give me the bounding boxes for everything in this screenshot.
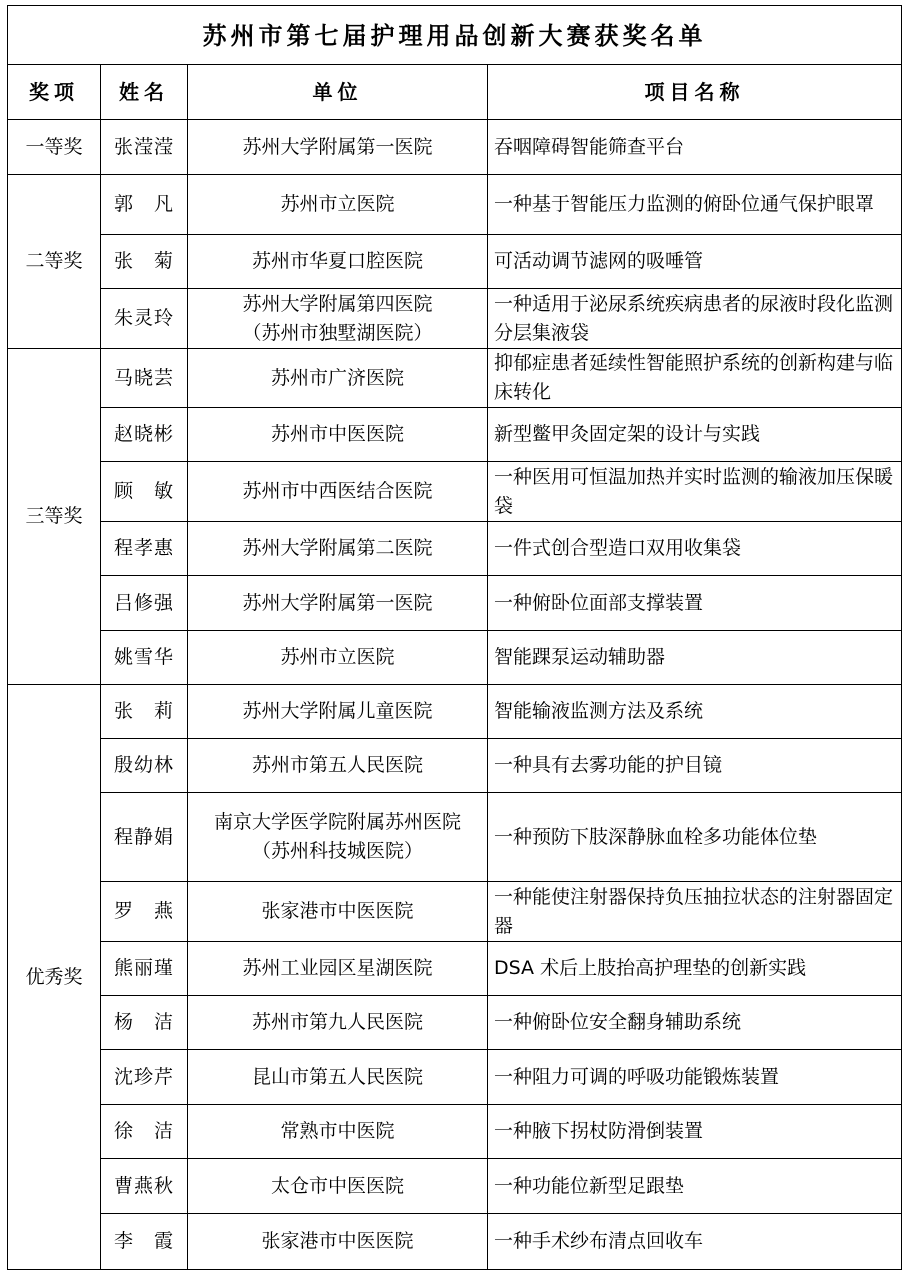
unit-cell <box>188 1214 488 1270</box>
project-name-cell: 智能输液监测方法及系统 <box>488 685 902 739</box>
unit-cell <box>188 175 488 235</box>
winner-name-cell: 李 霞 <box>101 1214 188 1270</box>
table-row <box>8 793 902 882</box>
project-name-cell: 一种适用于泌尿系统疾病患者的尿液时段化监测分层集液袋 <box>488 289 902 349</box>
project-name-cell: 一种能使注射器保持负压抽拉状态的注射器固定器 <box>488 882 902 942</box>
project-name-cell: 吞咽障碍智能筛查平台 <box>488 120 902 175</box>
unit-cell <box>188 462 488 522</box>
table-row <box>8 522 902 576</box>
project-name-cell: 一件式创合型造口双用收集袋 <box>488 522 902 576</box>
project-name-cell: 可活动调节滤网的吸唾管 <box>488 235 902 289</box>
unit-cell <box>188 739 488 793</box>
unit-line: 苏州市中医医院 <box>270 423 404 445</box>
winner-name-cell: 顾 敏 <box>101 462 188 522</box>
winner-name-cell: 赵晓彬 <box>101 408 188 462</box>
document-title: 苏州市第七届护理用品创新大赛获奖名单 <box>8 6 902 65</box>
header-unit: 单位 <box>188 65 488 120</box>
award-level-cell: 一等奖 <box>8 120 101 175</box>
winner-name-cell: 郭 凡 <box>101 175 188 235</box>
header-name: 姓名 <box>101 65 188 120</box>
unit-line: 苏州大学附属第四医院 <box>242 292 433 315</box>
project-name-cell: 一种功能位新型足跟垫 <box>488 1159 902 1214</box>
project-name-cell: 一种俯卧位面部支撑装置 <box>488 576 902 631</box>
winner-name-cell: 曹燕秋 <box>101 1159 188 1214</box>
table-row <box>8 1159 902 1214</box>
table-row <box>8 996 902 1050</box>
award-level-cell: 优秀奖 <box>8 685 101 1270</box>
table-row <box>8 175 902 235</box>
winner-name-cell: 程静娟 <box>101 793 188 882</box>
unit-line: 苏州市第五人民医院 <box>251 754 423 776</box>
unit-line: 常熟市中医院 <box>280 1120 395 1142</box>
project-name-cell: 新型鳖甲灸固定架的设计与实践 <box>488 408 902 462</box>
unit-cell <box>188 996 488 1050</box>
winner-name-cell: 张 菊 <box>101 235 188 289</box>
winner-name-cell: 罗 燕 <box>101 882 188 942</box>
table-row <box>8 942 902 996</box>
award-table <box>7 5 902 1270</box>
unit-cell <box>188 631 488 685</box>
winner-name-cell: 朱灵玲 <box>101 289 188 349</box>
project-name-cell: DSA 术后上肢抬高护理垫的创新实践 <box>488 942 902 996</box>
unit-cell <box>188 685 488 739</box>
unit-line: 苏州市第九人民医院 <box>251 1011 423 1033</box>
unit-cell <box>188 289 488 349</box>
winner-name-cell: 张 莉 <box>101 685 188 739</box>
unit-cell <box>188 120 488 175</box>
unit-line: 昆山市第五人民医院 <box>251 1065 423 1088</box>
unit-cell <box>188 408 488 462</box>
unit-cell <box>188 522 488 576</box>
unit-line: 苏州大学附属第一医院 <box>242 591 433 614</box>
winner-name-cell: 程孝惠 <box>101 522 188 576</box>
award-list-document <box>7 5 901 1270</box>
unit-line: 苏州大学附属第二医院 <box>242 537 433 559</box>
table-row <box>8 739 902 793</box>
project-name-cell: 一种俯卧位安全翻身辅助系统 <box>488 996 902 1050</box>
winner-name-cell: 张滢滢 <box>101 120 188 175</box>
award-level-cell: 三等奖 <box>8 349 101 685</box>
unit-cell <box>188 1105 488 1159</box>
project-name-cell: 一种医用可恒温加热并实时监测的输液加压保暖袋 <box>488 462 902 522</box>
table-row <box>8 289 902 349</box>
project-name-cell: 一种阻力可调的呼吸功能锻炼装置 <box>488 1050 902 1105</box>
table-row <box>8 685 902 739</box>
project-name-cell: 抑郁症患者延续性智能照护系统的创新构建与临床转化 <box>488 349 902 408</box>
unit-cell <box>188 576 488 631</box>
table-row <box>8 1214 902 1270</box>
unit-line: （苏州市独墅湖医院） <box>242 321 433 344</box>
table-row <box>8 576 902 631</box>
header-row <box>8 65 902 120</box>
unit-cell <box>188 1050 488 1105</box>
unit-line: 太仓市中医医院 <box>270 1174 404 1197</box>
unit-line: （苏州科技城医院） <box>251 840 423 862</box>
table-row <box>8 1050 902 1105</box>
unit-line: 苏州市立医院 <box>280 193 395 215</box>
unit-line: 张家港市中医医院 <box>261 1230 414 1252</box>
unit-cell <box>188 793 488 882</box>
unit-cell <box>188 882 488 942</box>
project-name-cell: 一种具有去雾功能的护目镜 <box>488 739 902 793</box>
project-name-cell: 一种基于智能压力监测的俯卧位通气保护眼罩 <box>488 175 902 235</box>
unit-line: 苏州市广济医院 <box>270 366 404 389</box>
project-name-cell: 一种手术纱布清点回收车 <box>488 1214 902 1270</box>
table-row <box>8 349 902 408</box>
unit-line: 苏州市中西医结合医院 <box>242 480 433 502</box>
unit-cell <box>188 349 488 408</box>
winner-name-cell: 杨 洁 <box>101 996 188 1050</box>
winner-name-cell: 姚雪华 <box>101 631 188 685</box>
table-row <box>8 1105 902 1159</box>
unit-cell <box>188 1159 488 1214</box>
unit-line: 苏州市立医院 <box>280 646 395 668</box>
winner-name-cell: 徐 洁 <box>101 1105 188 1159</box>
table-row <box>8 408 902 462</box>
award-level-cell: 二等奖 <box>8 175 101 349</box>
table-row <box>8 120 902 175</box>
unit-line: 苏州大学附属儿童医院 <box>242 700 433 722</box>
table-row <box>8 235 902 289</box>
winner-name-cell: 殷幼林 <box>101 739 188 793</box>
header-award: 奖项 <box>8 65 101 120</box>
header-project: 项目名称 <box>488 65 902 120</box>
unit-line: 张家港市中医医院 <box>261 900 414 922</box>
unit-line: 苏州市华夏口腔医院 <box>251 250 423 272</box>
table-row <box>8 631 902 685</box>
project-name-cell: 一种预防下肢深静脉血栓多功能体位垫 <box>488 793 902 882</box>
winner-name-cell: 马晓芸 <box>101 349 188 408</box>
unit-line: 南京大学医学院附属苏州医院 <box>213 811 461 833</box>
table-row <box>8 462 902 522</box>
project-name-cell: 一种腋下拐杖防滑倒装置 <box>488 1105 902 1159</box>
winner-name-cell: 熊丽瑾 <box>101 942 188 996</box>
table-row <box>8 882 902 942</box>
unit-cell <box>188 942 488 996</box>
winner-name-cell: 沈珍芹 <box>101 1050 188 1105</box>
unit-line: 苏州工业园区星湖医院 <box>242 957 433 979</box>
winner-name-cell: 吕修强 <box>101 576 188 631</box>
unit-cell <box>188 235 488 289</box>
unit-line: 苏州大学附属第一医院 <box>242 135 433 158</box>
project-name-cell: 智能踝泵运动辅助器 <box>488 631 902 685</box>
